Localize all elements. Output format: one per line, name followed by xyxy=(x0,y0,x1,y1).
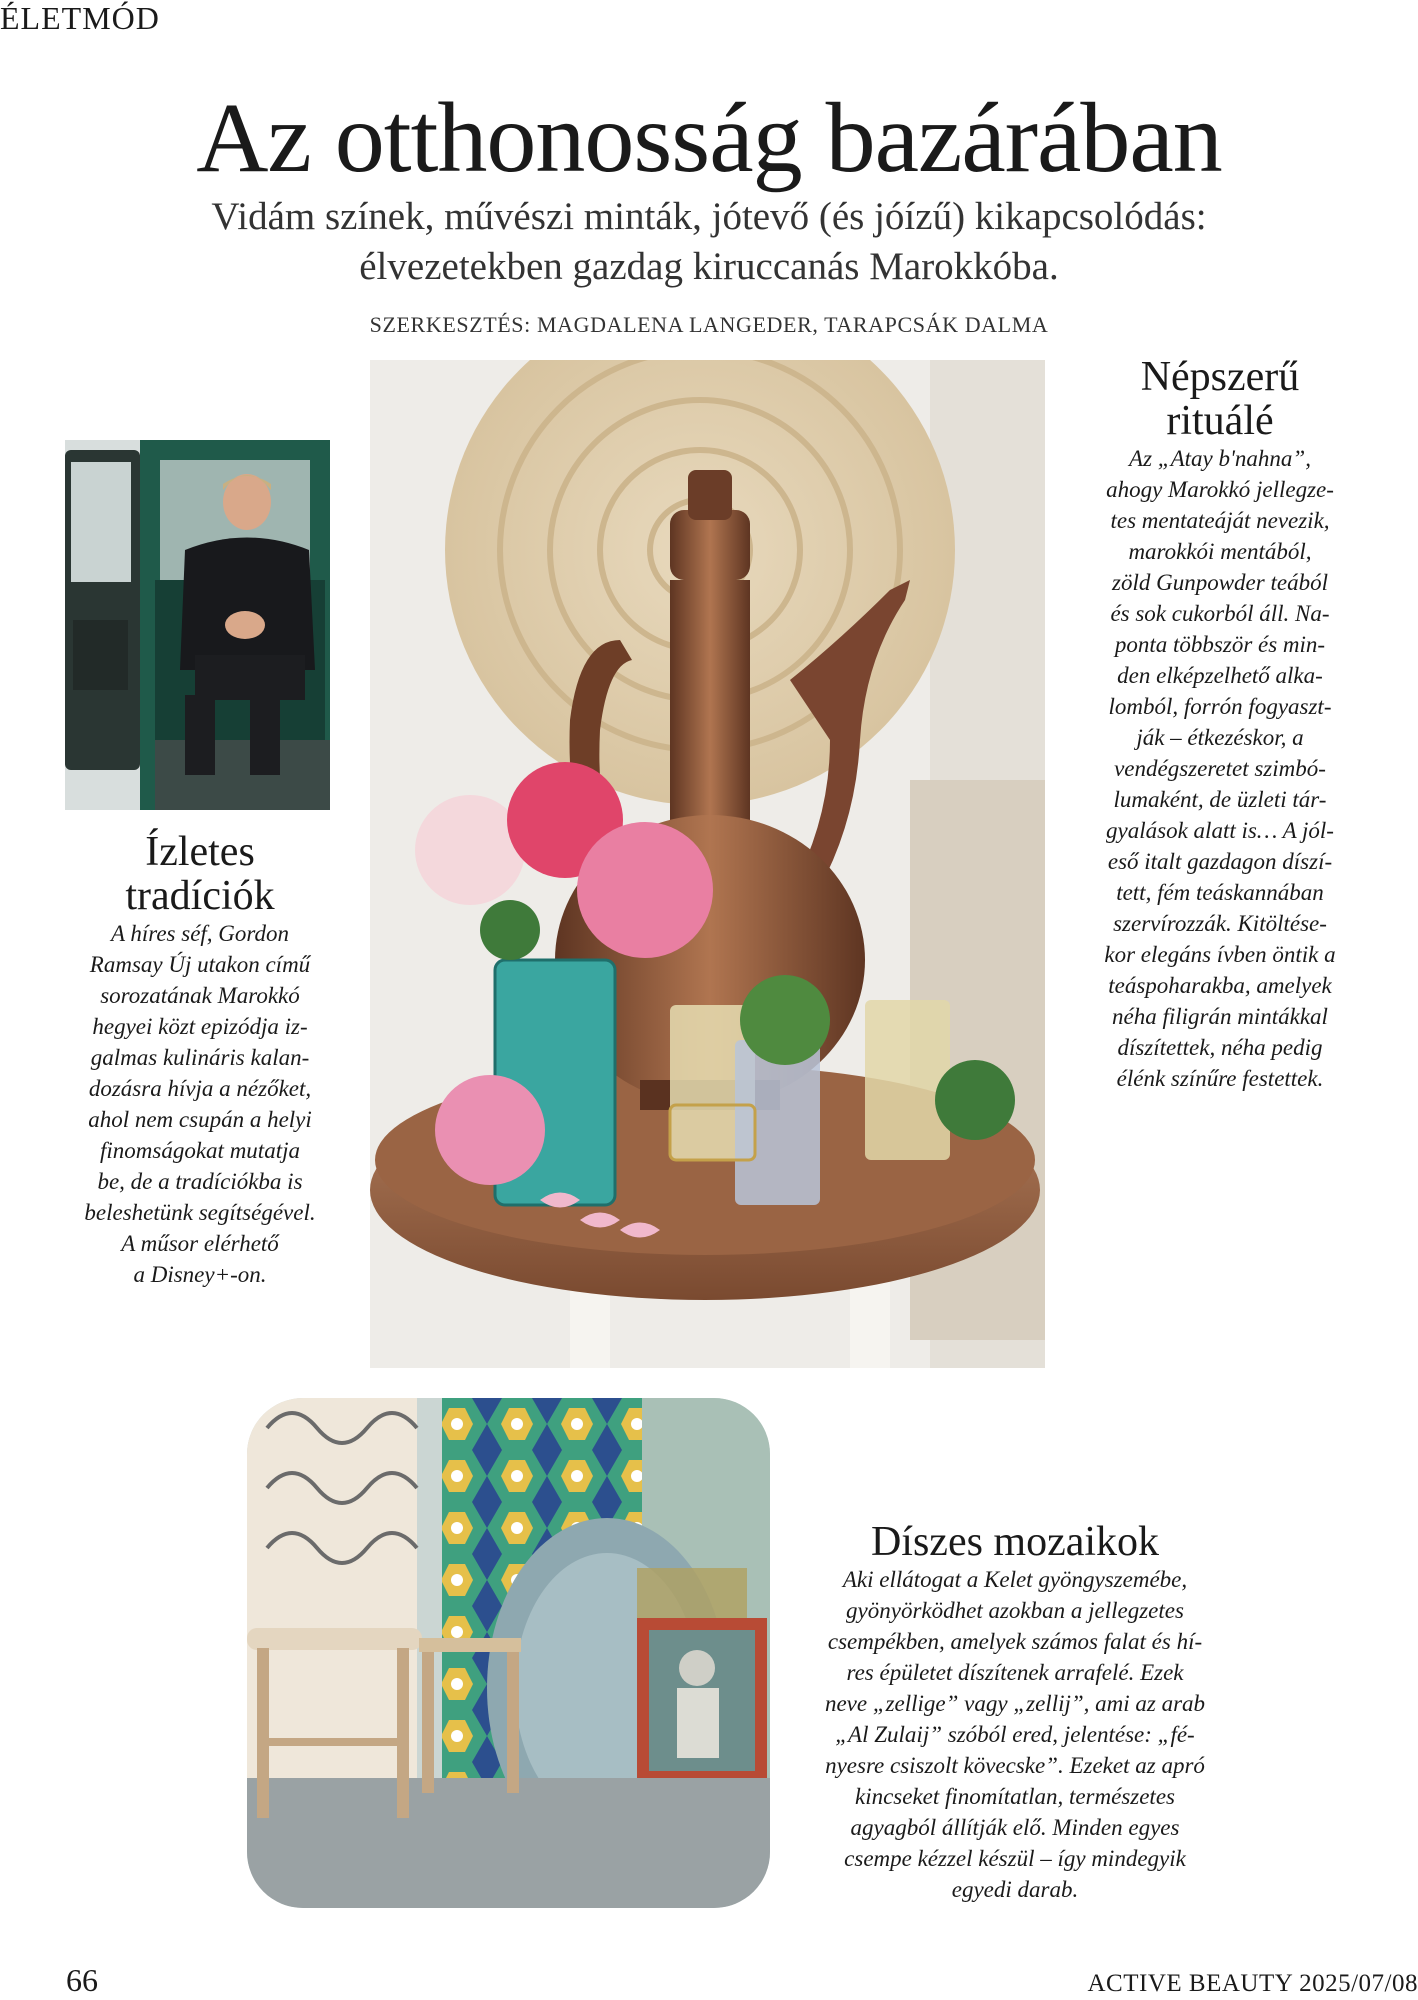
bottom-text-line: egyedi darab. xyxy=(951,1877,1079,1902)
page-title: Az otthonosság bazárában xyxy=(196,82,1222,193)
subtitle-line: élvezetekben gazdag kiruccanás Marokkóba. xyxy=(359,245,1059,288)
chef-photo xyxy=(65,440,330,810)
bottom-text-box xyxy=(790,1520,1240,1905)
bottom-body-text xyxy=(790,1564,1240,1905)
left-text-line: be, de a tradíciókba is xyxy=(97,1169,303,1194)
left-heading-line: tradíciók xyxy=(125,873,275,919)
left-text-line: dozásra hívja a nézőket, xyxy=(88,1076,312,1101)
right-text-line: tes mentateáját nevezik, xyxy=(1110,508,1330,533)
left-text-box xyxy=(55,830,345,1290)
page-number: 66 xyxy=(66,1962,98,1998)
right-text-line: kor elegáns ívben öntik a xyxy=(1104,942,1336,967)
left-body-text xyxy=(55,918,345,1290)
bottom-text-line: csempékben, amelyek számos falat és hí- xyxy=(827,1629,1203,1654)
left-text-line: beleshetünk segítségével. xyxy=(84,1200,316,1225)
right-text-line: tett, fém teáskannában xyxy=(1116,880,1324,905)
right-text-line: díszítettek, néha pedig xyxy=(1117,1035,1323,1060)
right-text-line: ponta többször és min- xyxy=(1114,632,1326,657)
right-text-line: lumaként, de üzleti tár- xyxy=(1113,787,1327,812)
left-heading xyxy=(55,830,345,918)
right-text-box xyxy=(1055,355,1385,1094)
right-text-line: zöld Gunpowder teából xyxy=(1112,570,1328,595)
left-text-line: sorozatának Marokkó xyxy=(100,983,300,1008)
right-text-line: szervírozzák. Kitöltése- xyxy=(1113,911,1327,936)
right-text-line: eső italt gazdagon díszí- xyxy=(1107,849,1333,874)
right-text-line: gyalások alatt is… A jól- xyxy=(1106,818,1334,843)
bottom-text-line: res épületet díszítenek arrafelé. Ezek xyxy=(846,1660,1184,1685)
page-subtitle xyxy=(120,192,1298,292)
bottom-text-line: „Al Zulaij” szóból ered, jelentése: „fé- xyxy=(835,1722,1195,1747)
right-heading-line: rituálé xyxy=(1166,398,1274,444)
right-text-line: den elképzelhető alka- xyxy=(1117,663,1323,688)
left-text-line: a Disney+-on. xyxy=(133,1262,267,1287)
left-heading-line: Ízletes xyxy=(145,829,255,875)
right-text-line: élénk színűre festettek. xyxy=(1116,1066,1324,1091)
left-text-line: ahol nem csupán a helyi xyxy=(88,1107,312,1132)
editor-credits: SZERKESZTÉS: MAGDALENA LANGEDER, TARAPCSÁK DALMA xyxy=(369,312,1049,337)
bottom-text-line: gyönyörködhet azokban a jellegzetes xyxy=(846,1598,1184,1623)
right-heading xyxy=(1055,355,1385,443)
left-text-line: A híres séf, Gordon xyxy=(110,921,290,946)
section-label: ÉLETMÓD xyxy=(0,0,160,36)
right-text-line: Az „Atay b'nahna”, xyxy=(1129,446,1311,471)
right-text-line: ják – étkezéskor, a xyxy=(1136,725,1304,750)
mosaic-photo xyxy=(247,1398,770,1908)
left-text-line: hegyei közt epizódja iz- xyxy=(92,1014,308,1039)
right-text-line: vendégszeretet szimbó- xyxy=(1114,756,1326,781)
right-text-line: ahogy Marokkó jellegze- xyxy=(1106,477,1334,502)
left-text-line: A műsor elérhető xyxy=(121,1231,279,1256)
magazine-issue: ACTIVE BEAUTY 2025/07/08 xyxy=(1087,1970,1418,1997)
left-text-line: galmas kulináris kalan- xyxy=(90,1045,310,1070)
bottom-text-line: csempe kézzel készül – így mindegyik xyxy=(844,1846,1186,1871)
right-heading-line: Népszerű xyxy=(1140,354,1300,400)
left-text-line: Ramsay Új utakon című xyxy=(89,952,311,977)
bottom-text-line: Aki ellátogat a Kelet gyöngyszemébe, xyxy=(842,1567,1188,1592)
right-body-text xyxy=(1055,443,1385,1094)
teapot-photo xyxy=(370,360,1045,1368)
bottom-text-line: agyagból állítják elő. Minden egyes xyxy=(850,1815,1180,1840)
bottom-text-line: nyesre csiszolt kövecske”. Ezeket az apró xyxy=(825,1753,1205,1778)
right-text-line: teáspoharakba, amelyek xyxy=(1108,973,1332,998)
right-text-line: lomból, forrón fogyaszt- xyxy=(1108,694,1332,719)
right-text-line: és sok cukorból áll. Na- xyxy=(1110,601,1330,626)
right-text-line: marokkói mentából, xyxy=(1128,539,1312,564)
bottom-heading: Díszes mozaikok xyxy=(870,1519,1160,1565)
right-text-line: néha filigrán mintákkal xyxy=(1112,1004,1328,1029)
bottom-text-line: kincseket finomítatlan, természetes xyxy=(854,1784,1175,1809)
left-text-line: finomságokat mutatja xyxy=(100,1138,300,1163)
subtitle-line: Vidám színek, művészi minták, jótevő (és jóízű) kikapcsolódás: xyxy=(211,195,1207,238)
bottom-text-line: neve „zellige” vagy „zellij”, ami az arab xyxy=(824,1691,1206,1716)
